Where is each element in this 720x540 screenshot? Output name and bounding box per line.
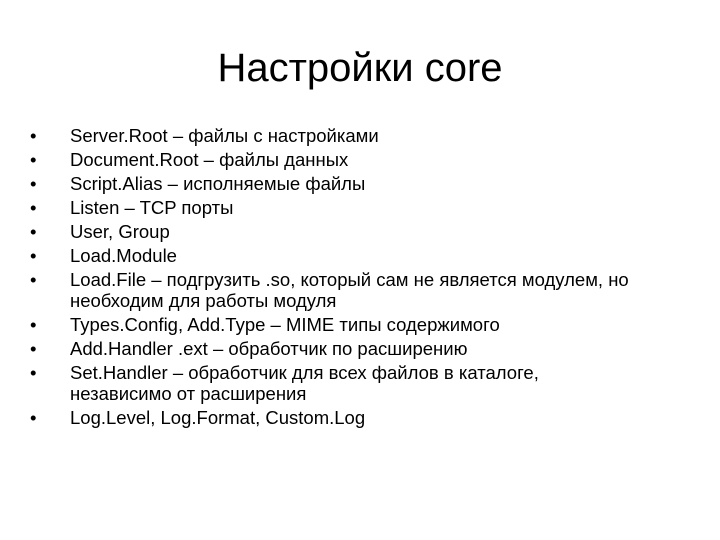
list-item-text: Listen – TCP порты [70,197,234,218]
list-item-text: User, Group [70,221,170,242]
bullet-icon: • [30,362,37,383]
list-item-text: Set.Handler – обработчик для всех файлов в каталоге, [70,362,539,383]
bullet-icon: • [30,314,37,335]
list-item-text: Add.Handler .ext – обработчик по расширению [70,338,468,359]
bullet-icon: • [30,149,37,170]
list-item [30,338,690,359]
list-item [30,173,690,194]
list-item-text: Server.Root – файлы с настройками [70,125,379,146]
list-item-text: Types.Config, Add.Type – MIME типы содержимого [70,314,500,335]
bullet-icon: • [30,221,37,242]
list-item [30,149,690,170]
list-item-text: Document.Root – файлы данных [70,149,349,170]
list-item [30,197,690,218]
list-item-text: Script.Alias – исполняемые файлы [70,173,366,194]
slide-title: Настройки core [217,46,503,90]
bullet-icon: • [30,338,37,359]
bullet-icon: • [30,197,37,218]
list-item [30,314,690,335]
list-item-text: Load.File – подгрузить .so, который сам не является модулем, но [70,269,629,290]
list-item-text: Load.Module [70,245,177,266]
bullet-list [30,125,690,431]
list-item [30,221,690,242]
list-item [30,269,690,311]
list-item-text-continued: необходим для работы модуля [70,290,337,311]
bullet-icon: • [30,269,37,290]
list-item [30,362,690,404]
bullet-icon: • [30,173,37,194]
list-item-text: Log.Level, Log.Format, Custom.Log [70,407,366,428]
list-item [30,407,690,428]
bullet-icon: • [30,245,37,266]
bullet-icon: • [30,407,37,428]
list-item [30,125,690,146]
list-item-text-continued: независимо от расширения [70,383,307,404]
bullet-icon: • [30,125,37,146]
list-item [30,245,690,266]
